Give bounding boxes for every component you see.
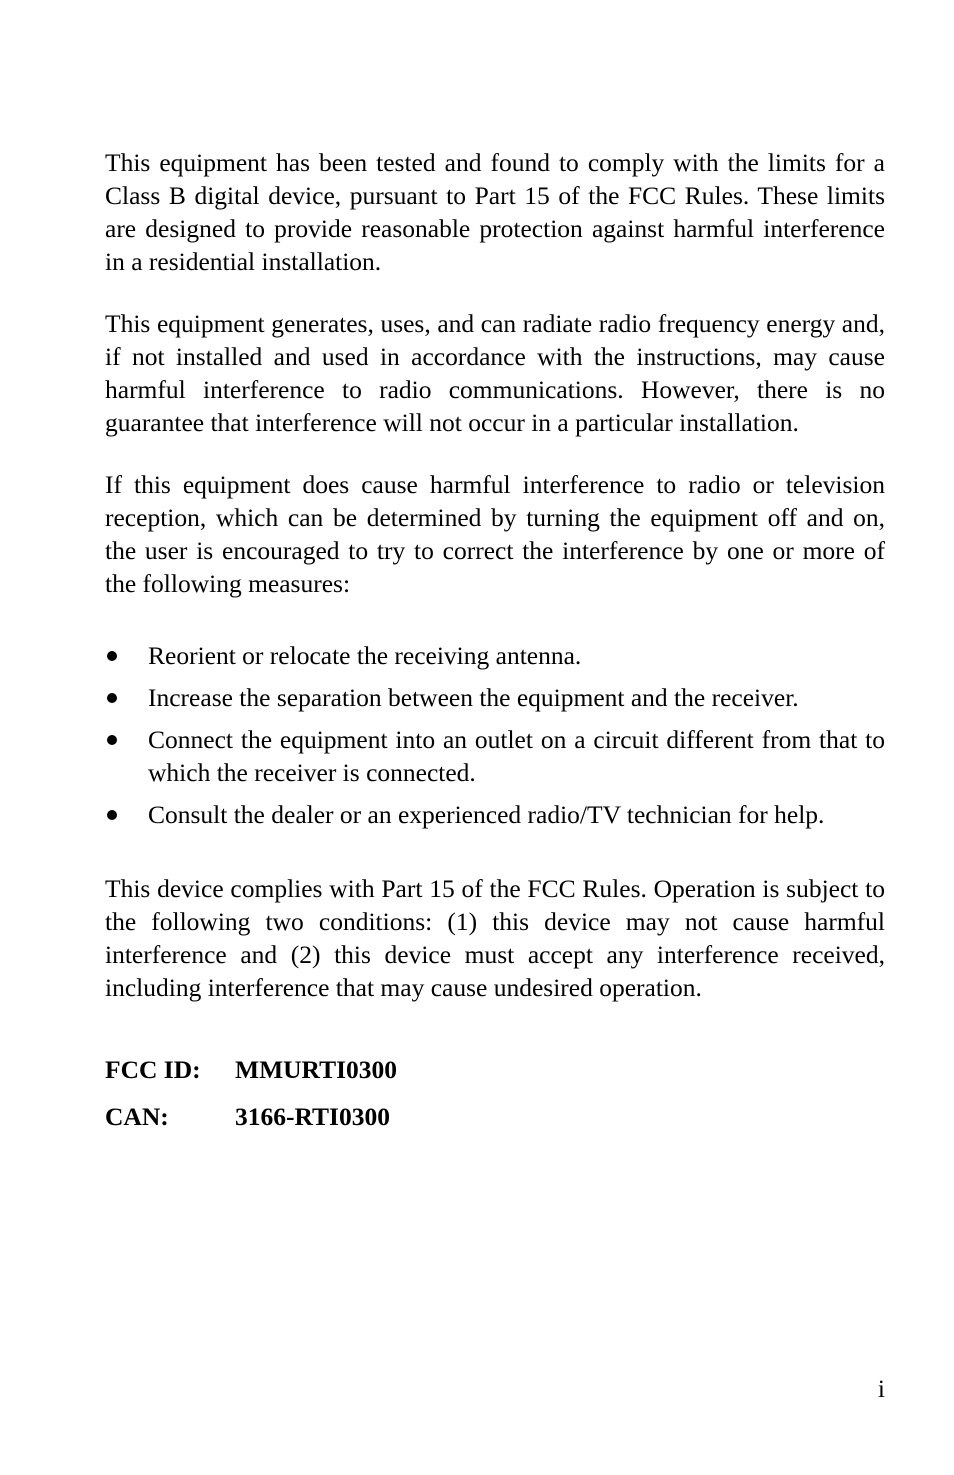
fcc-id-row — [105, 1053, 885, 1086]
paragraph-correction-measures-intro: If this equipment does cause harmful interference to radio or television reception, which can be determined by turning the equipment off and on, the user is encouraged to try to correct the interference by one or more of the following measures: — [105, 470, 885, 598]
list-item-text: Connect the equipment into an outlet on a circuit different from that to which the receiver is connected. — [148, 725, 885, 787]
paragraph-interference-warning: This equipment generates, uses, and can radiate radio frequency energy and, if not installed and used in accordance with the instructions, may cause harmful interference to radio communications. However, there is no guarantee that interference will not occur in a particular installation. — [105, 309, 885, 437]
bullet-icon — [107, 810, 117, 820]
can-id-label: CAN: — [105, 1102, 169, 1131]
list-item-text: Consult the dealer or an experienced radio/TV technician for help. — [148, 800, 825, 829]
can-id-value: 3166-RTI0300 — [235, 1102, 390, 1131]
document-body — [105, 146, 885, 1147]
bullet-icon — [107, 693, 117, 703]
identification-block — [105, 1053, 885, 1133]
page-number: i — [877, 1374, 885, 1403]
fcc-id-label: FCC ID: — [105, 1055, 201, 1084]
fcc-id-value: MMURTI0300 — [235, 1055, 398, 1084]
list-item-text: Reorient or relocate the receiving antenna. — [148, 641, 582, 670]
list-item — [105, 639, 885, 672]
measures-list — [105, 639, 885, 831]
paragraph-class-b-limits: This equipment has been tested and found to comply with the limits for a Class B digital device, pursuant to Part 15 of the FCC Rules. These limits are designed to provide reasonable protection against harmful interference in a residential installation. — [105, 148, 885, 276]
list-item — [105, 798, 885, 831]
bullet-icon — [107, 651, 117, 661]
list-item-text: Increase the separation between the equipment and the receiver. — [148, 683, 799, 712]
paragraph-part15-compliance: This device complies with Part 15 of the FCC Rules. Operation is subject to the following two conditions: (1) this device may not cause harmful interference and (2) this device must accept any interference received, including interference that may cause undesired operation. — [105, 874, 885, 1002]
list-item — [105, 723, 885, 789]
list-item — [105, 681, 885, 714]
bullet-icon — [107, 735, 117, 745]
can-id-row — [105, 1100, 885, 1133]
